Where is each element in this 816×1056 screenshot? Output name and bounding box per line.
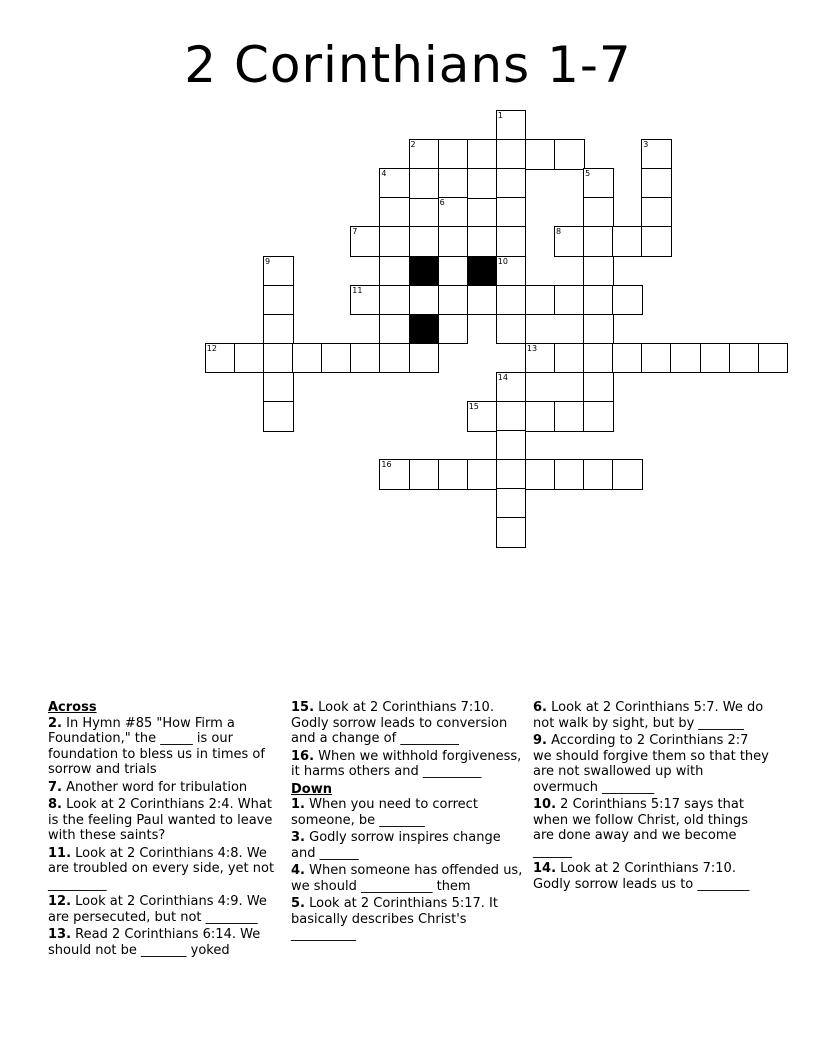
grid-cell[interactable] — [438, 459, 469, 490]
grid-cell[interactable] — [758, 343, 789, 374]
clue-number: 3 — [643, 140, 649, 150]
grid-cell[interactable] — [554, 343, 585, 374]
grid-cell[interactable] — [496, 139, 527, 170]
grid-cell[interactable] — [583, 256, 614, 287]
grid-cell[interactable] — [438, 285, 469, 316]
grid-cell[interactable] — [729, 343, 760, 374]
page-title: 2 Corinthians 1-7 — [184, 36, 632, 94]
clue-number: 4 — [381, 169, 387, 179]
grid-cell[interactable] — [379, 314, 410, 345]
grid-cell[interactable] — [263, 256, 294, 287]
grid-cell[interactable] — [612, 226, 643, 257]
clue-item — [533, 861, 769, 892]
clue-item — [48, 846, 286, 893]
clue-column-2 — [291, 700, 523, 945]
grid-cell[interactable] — [409, 459, 440, 490]
clue-item — [533, 700, 769, 731]
down-header: Down — [291, 781, 332, 797]
grid-cell[interactable] — [438, 314, 469, 345]
grid-cell[interactable] — [350, 226, 381, 257]
clue-item — [48, 927, 286, 958]
grid-cell[interactable] — [379, 197, 410, 228]
clue-number: 14 — [497, 372, 508, 382]
grid-cell[interactable] — [409, 226, 440, 257]
clue-item — [291, 863, 523, 894]
grid-cell[interactable] — [467, 139, 498, 170]
clue-number-label: 5. — [291, 896, 305, 911]
grid-cell[interactable] — [525, 401, 556, 432]
grid-cell[interactable] — [438, 226, 469, 257]
grid-cell[interactable] — [496, 372, 527, 403]
grid-cell[interactable] — [496, 401, 527, 432]
grid-cell[interactable] — [496, 488, 527, 519]
grid-cell[interactable] — [583, 459, 614, 490]
grid-cell[interactable] — [641, 226, 672, 257]
grid-cell[interactable] — [496, 197, 527, 228]
clue-number: 16 — [381, 460, 392, 470]
clue-item — [533, 733, 769, 795]
clue-text: 2 Corinthians 5:17 says that when we follow Christ, old things are done away and we become ______ — [533, 797, 749, 859]
clue-text: When you need to correct someone, be _______ — [291, 797, 478, 828]
clue-item — [48, 797, 286, 844]
grid-cell[interactable] — [554, 226, 585, 257]
clue-number-label: 16. — [291, 748, 315, 764]
clue-number: 7 — [352, 227, 358, 237]
clue-item — [291, 749, 523, 780]
grid-cell[interactable] — [583, 314, 614, 345]
clue-column-1 — [48, 700, 286, 960]
grid-cell[interactable] — [496, 285, 527, 316]
grid-cell[interactable] — [583, 372, 614, 403]
grid-cell[interactable] — [379, 285, 410, 316]
clue-number: 9 — [265, 256, 271, 266]
clue-text: Look at 2 Corinthians 2:4. What is the feeling Paul wanted to leave with these saints? — [48, 797, 273, 843]
grid-cell[interactable] — [496, 226, 527, 257]
clue-number-label: 13. — [48, 927, 72, 942]
grid-cell[interactable] — [700, 343, 731, 374]
grid-cell[interactable] — [583, 401, 614, 432]
clue-number: 11 — [352, 285, 363, 295]
grid-cell[interactable] — [641, 197, 672, 228]
grid-cell[interactable] — [641, 139, 672, 170]
clue-column-3 — [533, 700, 769, 894]
clue-number-label: 10. — [533, 797, 557, 812]
grid-cell[interactable] — [409, 139, 440, 170]
grid-cell[interactable] — [554, 285, 585, 316]
grid-cell[interactable] — [525, 343, 556, 374]
clue-item — [48, 716, 286, 778]
grid-cell[interactable] — [409, 285, 440, 316]
grid-cell[interactable] — [379, 459, 410, 490]
clue-number: 10 — [497, 256, 508, 266]
grid-cell[interactable] — [409, 343, 440, 374]
grid-cell[interactable] — [263, 372, 294, 403]
black-cell — [467, 256, 498, 287]
grid-cell[interactable] — [525, 459, 556, 490]
grid-cell[interactable] — [379, 343, 410, 374]
grid-cell[interactable] — [467, 459, 498, 490]
grid-cell[interactable] — [467, 226, 498, 257]
clue-number: 8 — [556, 227, 562, 237]
clue-number: 12 — [206, 343, 217, 353]
black-cell — [409, 256, 440, 287]
grid-cell[interactable] — [263, 343, 294, 374]
clue-text: Look at 2 Corinthians 5:17. It basically describes Christ's __________ — [291, 896, 498, 942]
grid-cell[interactable] — [379, 168, 410, 199]
grid-cell[interactable] — [292, 343, 323, 374]
clue-number: 1 — [497, 111, 503, 120]
grid-cell[interactable] — [496, 110, 527, 141]
grid-cell[interactable] — [612, 285, 643, 316]
clue-number-label: 11. — [48, 845, 72, 861]
grid-cell[interactable] — [496, 314, 527, 345]
clue-number-label: 3. — [291, 830, 305, 845]
grid-cell[interactable] — [583, 343, 614, 374]
clue-number: 13 — [526, 343, 538, 353]
grid-cell[interactable] — [583, 197, 614, 228]
clue-number-label: 15. — [291, 700, 315, 715]
clue-text: In Hymn #85 "How Firm a Foundation," the _____ is our foundation to bless us in times of sorrow and trials — [48, 715, 265, 777]
clue-number-label: 14. — [533, 861, 557, 876]
clue-number-label: 1. — [291, 797, 305, 812]
grid-cell[interactable] — [205, 343, 236, 374]
clue-number: 5 — [585, 169, 591, 179]
clue-number-label: 9. — [533, 733, 547, 748]
grid-cell[interactable] — [321, 343, 352, 374]
clue-number-label: 7. — [48, 779, 62, 795]
grid-cell[interactable] — [263, 314, 294, 345]
clue-number: 2 — [410, 140, 416, 150]
grid-cell[interactable] — [670, 343, 701, 374]
grid-cell[interactable] — [641, 168, 672, 199]
clue-item — [291, 700, 523, 747]
grid-cell[interactable] — [612, 459, 643, 490]
clue-number: 6 — [439, 198, 445, 208]
grid-cell[interactable] — [350, 343, 381, 374]
grid-cell[interactable] — [467, 401, 498, 432]
clue-text: Look at 2 Corinthians 4:9. We are persecuted, but not ________ — [48, 894, 267, 925]
grid-cell[interactable] — [379, 256, 410, 287]
clue-text: Look at 2 Corinthians 7:10. Godly sorrow leads us to ________ — [533, 861, 750, 892]
clue-item — [533, 797, 769, 859]
clue-number-label: 4. — [291, 863, 305, 878]
grid-cell[interactable] — [496, 430, 527, 461]
grid-cell[interactable] — [525, 285, 556, 316]
grid-cell[interactable] — [612, 343, 643, 374]
grid-cell[interactable] — [350, 285, 381, 316]
clue-item — [291, 896, 523, 943]
clue-item — [48, 894, 286, 925]
grid-cell[interactable] — [554, 401, 585, 432]
clue-number-label: 2. — [48, 715, 62, 731]
clue-text: When someone has offended us, we should ___________ them — [291, 863, 523, 894]
clue-text: Read 2 Corinthians 6:14. We should not be _______ yoked — [48, 927, 261, 958]
grid-cell[interactable] — [409, 168, 440, 199]
clue-text: Godly sorrow inspires change and ______ — [291, 830, 501, 861]
grid-cell[interactable] — [263, 401, 294, 432]
clue-text: Another word for tribulation — [66, 779, 248, 795]
grid-cell[interactable] — [583, 285, 614, 316]
clue-text: According to 2 Corinthians 2:7 we should forgive them so that they are not swallowed up with overmuch ________ — [533, 733, 769, 795]
clue-item — [291, 830, 523, 861]
across-header: Across — [48, 700, 97, 715]
grid-cell[interactable] — [583, 168, 614, 199]
grid-cell[interactable] — [438, 197, 469, 228]
grid-cell[interactable] — [496, 168, 527, 199]
clue-item — [291, 797, 523, 828]
clue-text: When we withhold forgiveness, it harms others and _________ — [291, 748, 522, 779]
grid-cell[interactable] — [525, 139, 556, 170]
grid-cell[interactable] — [496, 459, 527, 490]
black-cell — [409, 314, 440, 345]
clue-item — [48, 780, 286, 796]
clue-number-label: 6. — [533, 700, 547, 715]
clue-text: Look at 2 Corinthians 5:7. We do not walk by sight, but by _______ — [533, 700, 764, 731]
clue-number: 15 — [468, 402, 479, 411]
grid-cell[interactable] — [496, 517, 527, 548]
grid-cell[interactable] — [583, 226, 614, 257]
grid-cell[interactable] — [496, 256, 527, 287]
grid-cell[interactable] — [438, 139, 469, 170]
grid-cell[interactable] — [234, 343, 265, 374]
grid-cell[interactable] — [379, 226, 410, 257]
clue-text: Look at 2 Corinthians 4:8. We are troubled on every side, yet not _________ — [48, 845, 275, 892]
grid-cell[interactable] — [438, 168, 469, 199]
grid-cell[interactable] — [554, 459, 585, 490]
grid-cell[interactable] — [467, 168, 498, 199]
grid-cell[interactable] — [641, 343, 672, 374]
grid-cell[interactable] — [263, 285, 294, 316]
clue-text: Look at 2 Corinthians 7:10. Godly sorrow leads to conversion and a change of _________ — [291, 700, 508, 746]
clue-number-label: 8. — [48, 797, 62, 812]
grid-cell[interactable] — [554, 139, 585, 170]
grid-cell[interactable] — [467, 285, 498, 316]
clue-number-label: 12. — [48, 894, 72, 909]
